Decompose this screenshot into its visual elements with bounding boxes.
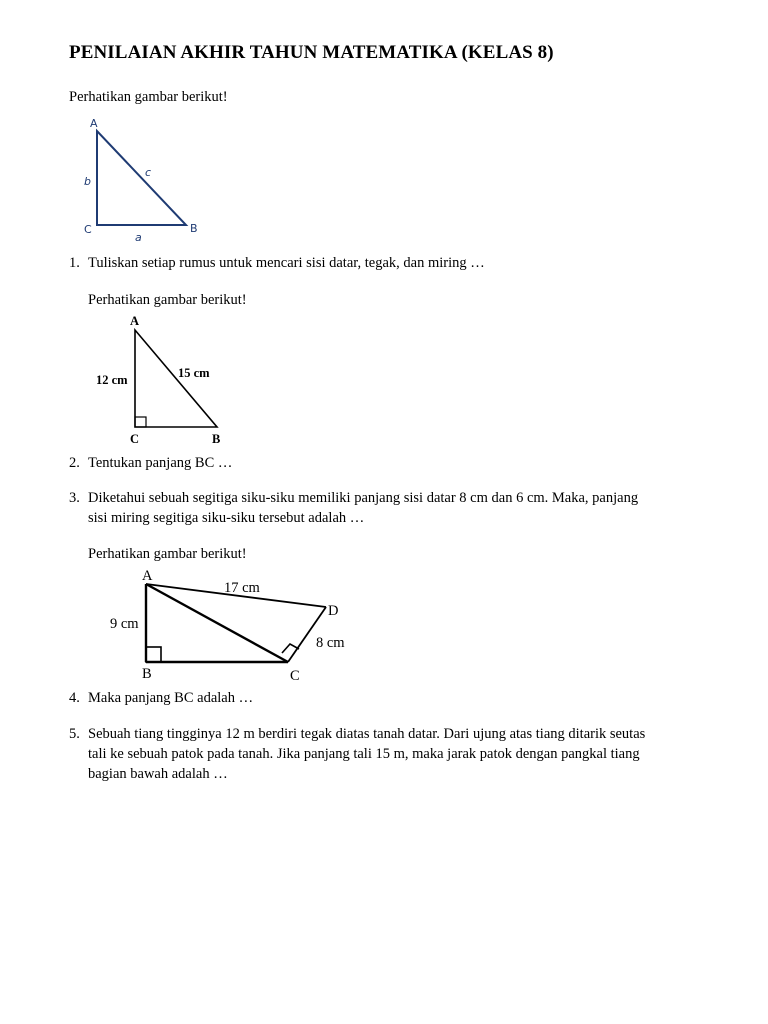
question-5-number: 5.: [69, 726, 80, 742]
question-3-line-1: Diketahui sebuah segitiga siku-siku memiliki panjang sisi datar 8 cm dan 6 cm. Maka, panjang: [88, 490, 639, 506]
question-5-line-1: Sebuah tiang tingginya 12 m berdiri tegak diatas tanah datar. Dari ujung atas tiang ditarik seutas: [88, 726, 646, 742]
vertex-d-label: D: [328, 603, 339, 619]
side-ac-label: 12 cm: [96, 373, 128, 387]
vertex-a-label: A: [142, 568, 153, 584]
vertex-c-label: C: [84, 223, 92, 236]
question-2-text: Tentukan panjang BC …: [88, 455, 233, 471]
right-angle-mark-b: [146, 647, 161, 662]
question-4-number: 4.: [69, 690, 80, 706]
page-title: PENILAIAN AKHIR TAHUN MATEMATIKA (KELAS 8): [69, 42, 554, 63]
question-3-number: 3.: [69, 490, 80, 506]
side-a-label: a: [135, 231, 142, 244]
prompt-3-text: Perhatikan gambar berikut!: [88, 546, 247, 562]
prompt-2-text: Perhatikan gambar berikut!: [88, 292, 247, 308]
question-1-number: 1.: [69, 255, 80, 271]
intro-text: Perhatikan gambar berikut!: [69, 89, 228, 105]
question-3-line-2: sisi miring segitiga siku-siku tersebut adalah …: [88, 510, 365, 526]
side-ad-label: 17 cm: [224, 580, 260, 596]
diagonal-ac: [146, 584, 288, 662]
vertex-a-label: A: [90, 117, 98, 130]
side-ab-label: 9 cm: [110, 616, 139, 632]
question-1-text: Tuliskan setiap rumus untuk mencari sisi datar, tegak, dan miring …: [88, 255, 485, 271]
question-5-line-2: tali ke sebuah patok pada tanah. Jika panjang tali 15 m, maka jarak patok dengan pangkal tiang: [88, 746, 640, 762]
vertex-c-label: C: [130, 432, 140, 446]
side-c-label: c: [145, 166, 152, 179]
side-cd-label: 8 cm: [316, 635, 345, 651]
side-b-label: b: [84, 175, 91, 188]
question-4-text: Maka panjang BC adalah …: [88, 690, 254, 706]
vertex-b-label: B: [190, 222, 198, 235]
side-ab-label: 15 cm: [178, 366, 210, 380]
vertex-b-label: B: [142, 666, 152, 682]
question-5-line-3: bagian bawah adalah …: [88, 766, 228, 782]
vertex-a-label: A: [130, 314, 140, 328]
vertex-c-label: C: [290, 668, 300, 684]
vertex-b-label: B: [212, 432, 221, 446]
question-2-number: 2.: [69, 455, 80, 471]
